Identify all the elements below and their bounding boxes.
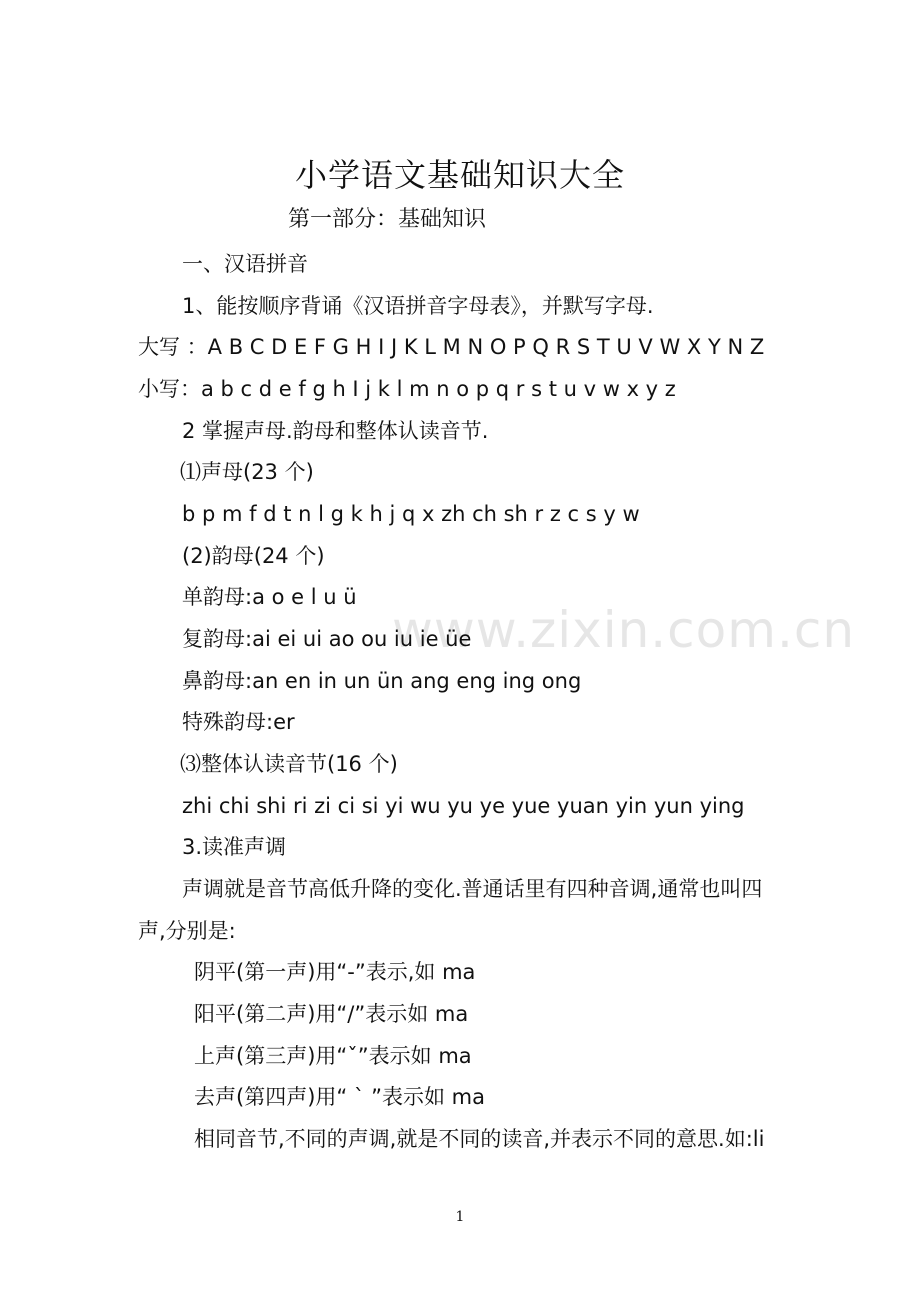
page-title: 小学语文基础知识大全 xyxy=(294,156,625,194)
paragraph-alphabet-task: 1、能按顺序背诵《汉语拼音字母表》，并默写字母. xyxy=(182,294,654,318)
paragraph-master-syllables: 2 掌握声母.韵母和整体认读音节. xyxy=(182,419,489,443)
heading-finals: (2)韵母(24 个) xyxy=(182,544,325,568)
initials-list: b p m f d t n l g k h j q x zh ch sh r z c s y w xyxy=(182,502,640,526)
section-heading: 第一部分：基础知识 xyxy=(288,207,487,232)
page-number: 1 xyxy=(455,1209,465,1225)
nasal-finals: 鼻韵母:an en in un ün ang eng ing ong xyxy=(182,669,582,693)
special-finals: 特殊韵母:er xyxy=(182,710,295,734)
heading-initials: ⑴声母(23 个) xyxy=(180,460,314,484)
simple-finals: 单韵母:a o e l u ü xyxy=(182,585,357,609)
lowercase-alphabet: 小写：a b c d e f g h I j k l m n o p q r s t u v w x y z xyxy=(138,377,676,401)
uppercase-alphabet: 大写 ：A B C D E F G H I J K L M N O P Q R S T U V W X Y N Z xyxy=(138,335,765,359)
tone-second: 阳平(第二声)用“/”表示如 ma xyxy=(194,1002,469,1026)
compound-finals: 复韵母:ai ei ui ao ou iu ie üe xyxy=(182,627,472,651)
tones-paragraph-line-1: 声调就是音节高低升降的变化.普通话里有四种音调,通常也叫四 xyxy=(182,877,763,901)
tones-paragraph-line-2: 声,分别是: xyxy=(138,919,236,943)
whole-syllables-list: zhi chi shi ri zi ci si yi wu yu ye yue yuan yin yun ying xyxy=(182,794,745,818)
tone-first: 阴平(第一声)用“-”表示,如 ma xyxy=(194,960,476,984)
heading-tones: 3.读准声调 xyxy=(182,835,287,859)
tone-third: 上声(第三声)用“ˇ”表示如 ma xyxy=(194,1044,472,1068)
heading-pinyin: 一、汉语拼音 xyxy=(182,252,308,276)
tone-fourth: 去声(第四声)用“ ` ”表示如 ma xyxy=(194,1085,485,1109)
tones-example-line: 相同音节,不同的声调,就是不同的读音,并表示不同的意思.如:li xyxy=(194,1127,765,1151)
heading-whole-syllables: ⑶整体认读音节(16 个) xyxy=(180,752,398,776)
watermark: www.zixin.com.cn xyxy=(392,601,856,659)
